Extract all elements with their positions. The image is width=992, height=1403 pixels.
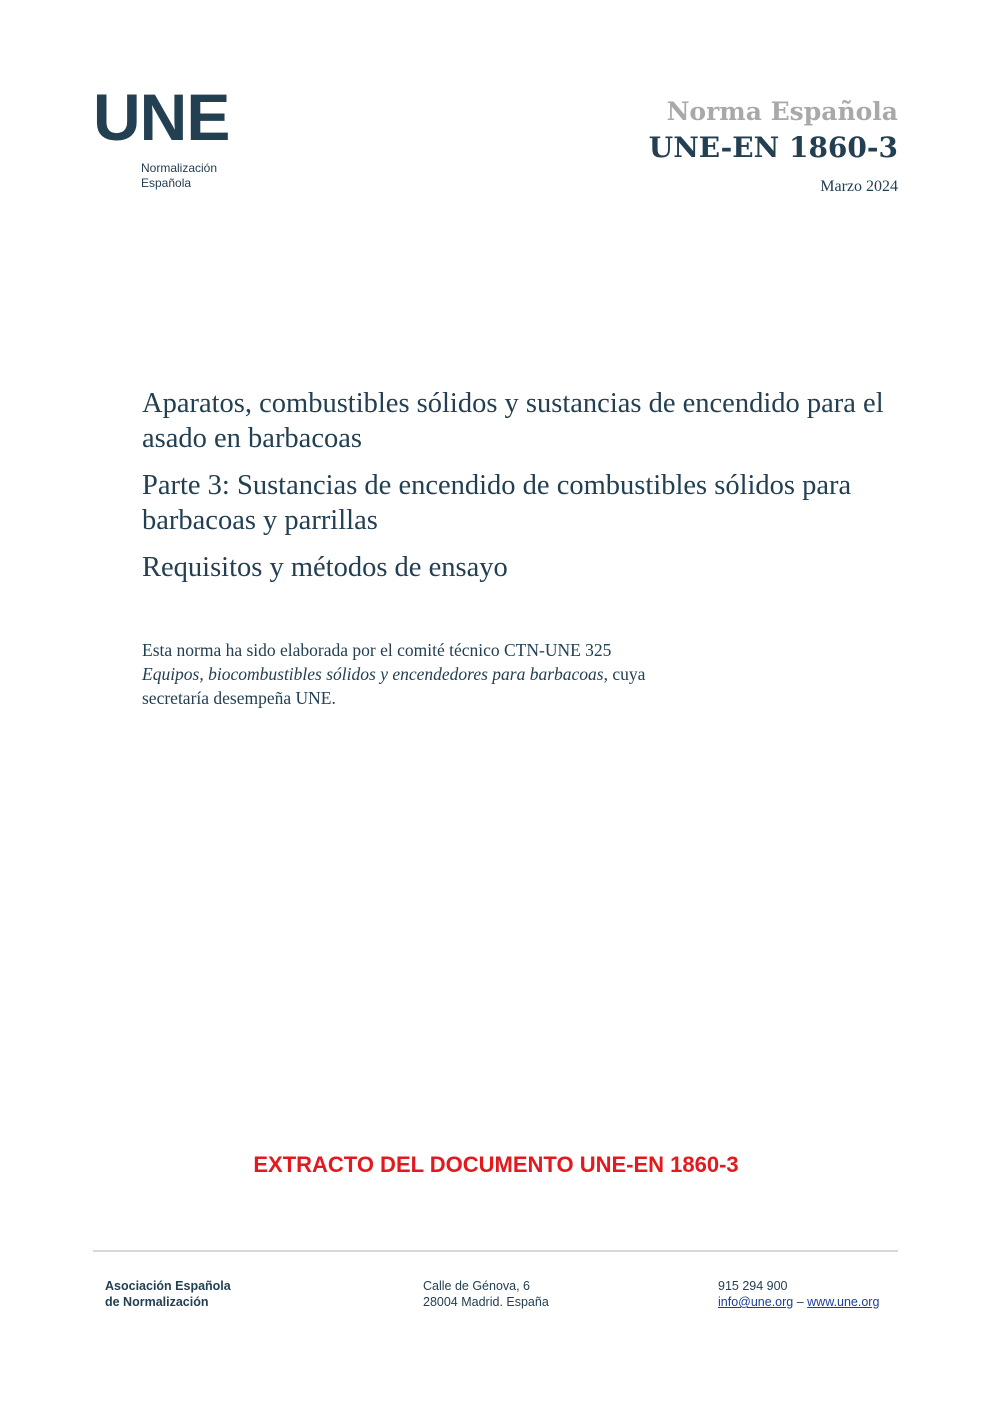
une-logo <box>93 80 243 200</box>
footer-address <box>423 1278 549 1310</box>
committee-paragraph <box>142 638 662 710</box>
committee-suffix: , cuya secretaría desempeña UNE. <box>142 664 646 708</box>
footer-phone: 915 294 900 <box>718 1279 788 1293</box>
committee-name: Equipos, biocombustibles sólidos y encendedores para barbacoas <box>142 664 604 684</box>
email-link[interactable]: info@une.org <box>718 1295 794 1309</box>
logo-wordmark: UNE <box>93 80 230 154</box>
committee-statement <box>142 638 662 710</box>
footer-address-line2: 28004 Madrid. España <box>423 1295 549 1309</box>
logo-subtitle-line1: Normalización <box>141 161 218 175</box>
footer-address-line1: Calle de Génova, 6 <box>423 1279 531 1293</box>
extract-notice: EXTRACTO DEL DOCUMENTO UNE-EN 1860-3 <box>253 1152 739 1177</box>
title-line-1: Aparatos, combustibles sólidos y sustancias de encendido para el asado en barbacoas <box>142 388 884 454</box>
footer-links <box>718 1294 879 1310</box>
footer-divider <box>93 1250 898 1252</box>
logo-subtitle-line2: Española <box>141 176 192 190</box>
footer-org-line1: Asociación Española <box>105 1279 231 1293</box>
document-kind: Norma Española <box>666 97 898 126</box>
document-date: Marzo 2024 <box>820 178 898 195</box>
document-code: UNE-EN 1860-3 <box>648 131 898 164</box>
title-line-2: Parte 3: Sustancias de encendido de combustibles sólidos para barbacoas y parrillas <box>142 470 852 536</box>
document-header <box>649 96 898 196</box>
footer-org-line2: de Normalización <box>105 1295 209 1309</box>
footer-organization <box>105 1278 231 1310</box>
footer-contact <box>718 1278 879 1310</box>
logo-subtitle <box>141 161 217 191</box>
title-line-3: Requisitos y métodos de ensayo <box>142 552 508 583</box>
document-title <box>142 386 902 597</box>
committee-prefix: Esta norma ha sido elaborada por el comité técnico CTN-UNE 325 <box>142 640 612 660</box>
website-link[interactable]: www.une.org <box>807 1295 880 1309</box>
footer-link-separator: – <box>793 1295 808 1309</box>
